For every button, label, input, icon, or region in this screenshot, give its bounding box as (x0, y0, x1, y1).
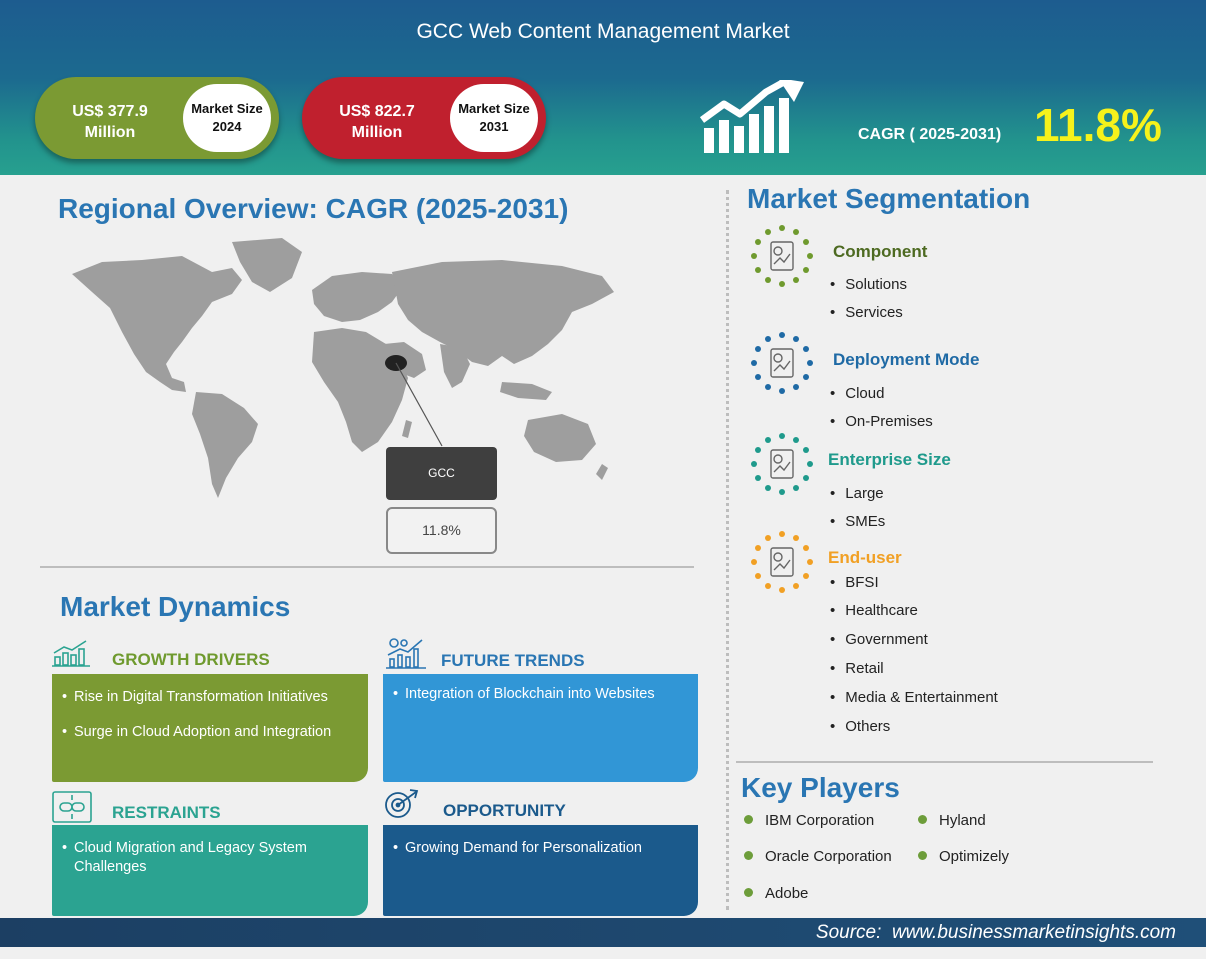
market-size-2031-label: Market Size 2031 (450, 84, 538, 152)
section-divider (40, 566, 694, 568)
future-trends-heading: FUTURE TRENDS (441, 651, 585, 670)
growth-chart-icon (700, 80, 806, 155)
gcc-region-label: GCC (386, 447, 497, 500)
bullet-dot (918, 851, 927, 860)
page-title: GCC Web Content Management Market (416, 20, 790, 43)
future-trends-box (383, 674, 698, 782)
segment-item: • Media & Entertainment (830, 689, 998, 706)
segment-item: • Healthcare (830, 602, 918, 619)
end-user-icon (750, 530, 814, 594)
market-size-2024-label: Market Size 2024 (183, 84, 271, 152)
regional-overview-title: Regional Overview: CAGR (2025-2031) (58, 193, 569, 224)
key-player-item (744, 885, 808, 902)
list-item: • Surge in Cloud Adoption and Integration (74, 723, 348, 742)
key-player-name: Hyland (939, 812, 986, 829)
segment-end-user-name: End-user (828, 548, 902, 567)
key-player-item (744, 812, 874, 829)
growth-drivers-heading: GROWTH DRIVERS (112, 650, 270, 669)
key-player-name: IBM Corporation (765, 812, 875, 829)
section-divider (736, 761, 1153, 763)
segment-item: • Others (830, 718, 890, 735)
restraints-heading: RESTRAINTS (112, 803, 221, 822)
component-icon (750, 224, 814, 288)
segment-deployment-name: Deployment Mode (833, 350, 980, 369)
segment-item: • On-Premises (830, 413, 933, 430)
key-player-name: Adobe (765, 885, 809, 902)
key-player-name: Optimizely (939, 848, 1010, 865)
bullet-dot (744, 851, 753, 860)
list-item: • Cloud Migration and Legacy System Challenges (74, 839, 348, 877)
enterprise-size-icon (750, 432, 814, 496)
restraints-icon (52, 791, 92, 823)
cagr-value: 11.8% (1034, 99, 1162, 151)
segment-item: • Cloud (830, 385, 884, 402)
segment-enterprise-name: Enterprise Size (828, 450, 951, 469)
gcc-cagr-value: 11.8% (386, 507, 497, 554)
bullet-dot (918, 815, 927, 824)
key-player-name: Oracle Corporation (765, 848, 892, 865)
vertical-divider (726, 190, 729, 910)
key-player-item (744, 848, 892, 865)
opportunity-icon (382, 788, 422, 820)
restraints-box (52, 825, 368, 916)
growth-drivers-icon (52, 639, 92, 667)
segment-item: • Government (830, 631, 928, 648)
segment-item: • Services (830, 304, 903, 321)
market-size-2031-value: US$ 822.7 Million (339, 103, 415, 141)
segment-item: • Large (830, 485, 884, 502)
market-segmentation-title: Market Segmentation (747, 183, 1031, 214)
list-item: • Rise in Digital Transformation Initiatives (74, 688, 348, 707)
market-size-2024-pill (35, 77, 279, 159)
opportunity-heading: OPPORTUNITY (443, 801, 566, 820)
market-size-2031-pill (302, 77, 546, 159)
growth-drivers-box (52, 674, 368, 782)
list-item: • Integration of Blockchain into Websites (405, 685, 678, 704)
key-players-title: Key Players (741, 772, 900, 803)
bullet-dot (744, 815, 753, 824)
list-item: • Growing Demand for Personalization (405, 839, 678, 858)
key-player-item (918, 812, 986, 829)
future-trends-icon (386, 637, 428, 669)
key-player-item (918, 848, 1009, 865)
footer-bar (0, 918, 1206, 947)
opportunity-box (383, 825, 698, 916)
segment-component-name: Component (833, 242, 928, 261)
segment-item: • Solutions (830, 276, 907, 293)
cagr-label: CAGR ( 2025-2031) (858, 126, 1002, 143)
world-map (62, 232, 622, 502)
bullet-dot (744, 888, 753, 897)
header-banner (0, 0, 1206, 175)
market-size-2024-value: US$ 377.9 Million (72, 103, 148, 141)
source-text: Source: www.businessmarketinsights.com (815, 922, 1176, 943)
deployment-mode-icon (750, 331, 814, 395)
segment-item: • SMEs (830, 513, 885, 530)
segment-item: • Retail (830, 660, 884, 677)
market-dynamics-title: Market Dynamics (60, 591, 291, 622)
segment-item: • BFSI (830, 574, 879, 591)
